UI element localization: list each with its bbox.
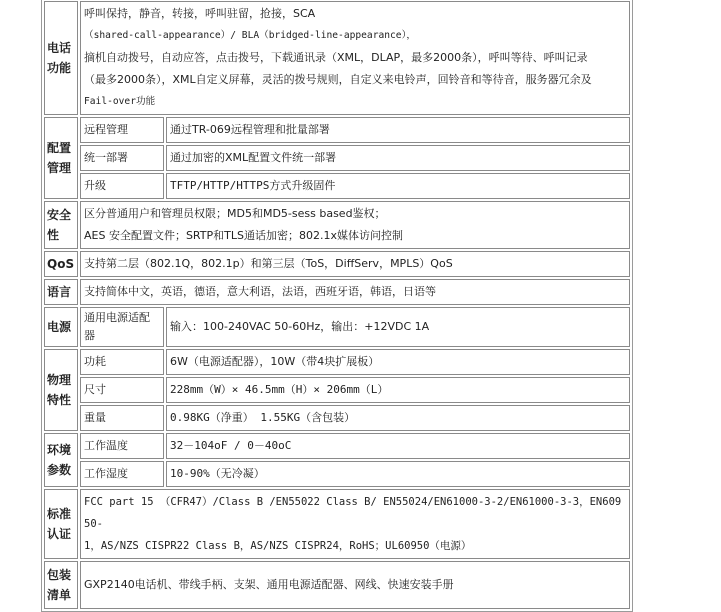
operating-temp-label: 工作温度 [80, 433, 164, 459]
row-security [44, 201, 630, 249]
row-operating-temp [44, 433, 630, 459]
operating-temp-value: 32－104oF / 0－40oC [166, 433, 630, 459]
call-features-line-3: 摘机自动拨号，自动应答，点击拨号，下载通讯录（XML，DLAP，最多2000条），呼叫等待、呼叫记录 [84, 51, 588, 64]
dimensions-value: 228mm（W）× 46.5mm（H）× 206mm（L） [166, 377, 630, 403]
qos-value: 支持第二层（802.1Q，802.1p）和第三层（ToS，DiffServ，MPLS）QoS [80, 251, 630, 277]
row-dimensions [44, 377, 630, 403]
package-value: GXP2140电话机、带线手柄、支架、通用电源适配器、网线、快速安装手册 [80, 561, 630, 609]
weight-value: 0.98KG（净重） 1.55KG（含包装） [166, 405, 630, 431]
row-power [44, 307, 630, 347]
security-line-2: AES 安全配置文件；SRTP和TLS通话加密；802.1x媒体访问控制 [84, 229, 403, 242]
header-power: 电源 [44, 307, 78, 347]
upgrade-value: TFTP/HTTP/HTTPS方式升级固件 [166, 173, 630, 199]
power-label: 通用电源适配器 [80, 307, 164, 347]
call-features-line-5: Fail-over功能 [84, 96, 156, 107]
security-line-1: 区分普通用户和管理员权限；MD5和MD5-sess based鉴权； [84, 207, 386, 220]
header-config-mgmt: 配置管理 [44, 117, 78, 199]
upgrade-label: 升级 [80, 173, 164, 199]
row-operating-humidity [44, 461, 630, 487]
row-call-features [44, 1, 630, 115]
language-value: 支持简体中文，英语，德语，意大利语，法语，西班牙语，韩语，日语等 [80, 279, 630, 305]
power-consumption-value: 6W（电源适配器），10W（带4块扩展板） [166, 349, 630, 375]
call-features-line-2: （shared-call-appearance）/ BLA（bridged-line-appearance）， [84, 30, 416, 41]
row-qos [44, 251, 630, 277]
row-remote-mgmt [44, 117, 630, 143]
header-language: 语言 [44, 279, 78, 305]
row-language [44, 279, 630, 305]
certification-text [80, 489, 630, 559]
unified-deploy-label: 统一部署 [80, 145, 164, 171]
header-package: 包装清单 [44, 561, 78, 609]
weight-label: 重量 [80, 405, 164, 431]
row-unified-deploy [44, 145, 630, 171]
row-power-consumption [44, 349, 630, 375]
operating-humidity-value: 10-90%（无冷凝） [166, 461, 630, 487]
remote-mgmt-label: 远程管理 [80, 117, 164, 143]
power-value: 输入：100-240VAC 50-60Hz，输出：+12VDC 1A [166, 307, 630, 347]
call-features-text [80, 1, 630, 115]
header-qos: QoS [44, 251, 78, 277]
certification-line-1: FCC part 15 （CFR47）/Class B /EN55022 Class B/ EN55024/EN61000-3-2/EN61000-3-3，EN60950- [84, 496, 622, 530]
header-security: 安全性 [44, 201, 78, 249]
unified-deploy-value: 通过加密的XML配置文件统一部署 [166, 145, 630, 171]
header-certification: 标准认证 [44, 489, 78, 559]
dimensions-label: 尺寸 [80, 377, 164, 403]
power-consumption-label: 功耗 [80, 349, 164, 375]
header-call-features: 电话功能 [44, 1, 78, 115]
header-environment: 环境参数 [44, 433, 78, 487]
certification-line-2: 1，AS/NZS CISPR22 Class B，AS/NZS CISPR24，RoHS；UL60950（电源） [84, 540, 472, 552]
security-text [80, 201, 630, 249]
row-certification [44, 489, 630, 559]
call-features-line-4: （最多2000条），XML自定义屏幕，灵活的拨号规则，自定义来电铃声，回铃音和等待音，服务器冗余及 [84, 73, 592, 86]
remote-mgmt-value: 通过TR-069远程管理和批量部署 [166, 117, 630, 143]
row-package [44, 561, 630, 609]
call-features-line-1: 呼叫保持，静音，转接，呼叫驻留，抢接，SCA [84, 7, 316, 20]
row-weight [44, 405, 630, 431]
spec-table [41, 0, 633, 612]
operating-humidity-label: 工作湿度 [80, 461, 164, 487]
header-physical: 物理特性 [44, 349, 78, 431]
row-upgrade [44, 173, 630, 199]
